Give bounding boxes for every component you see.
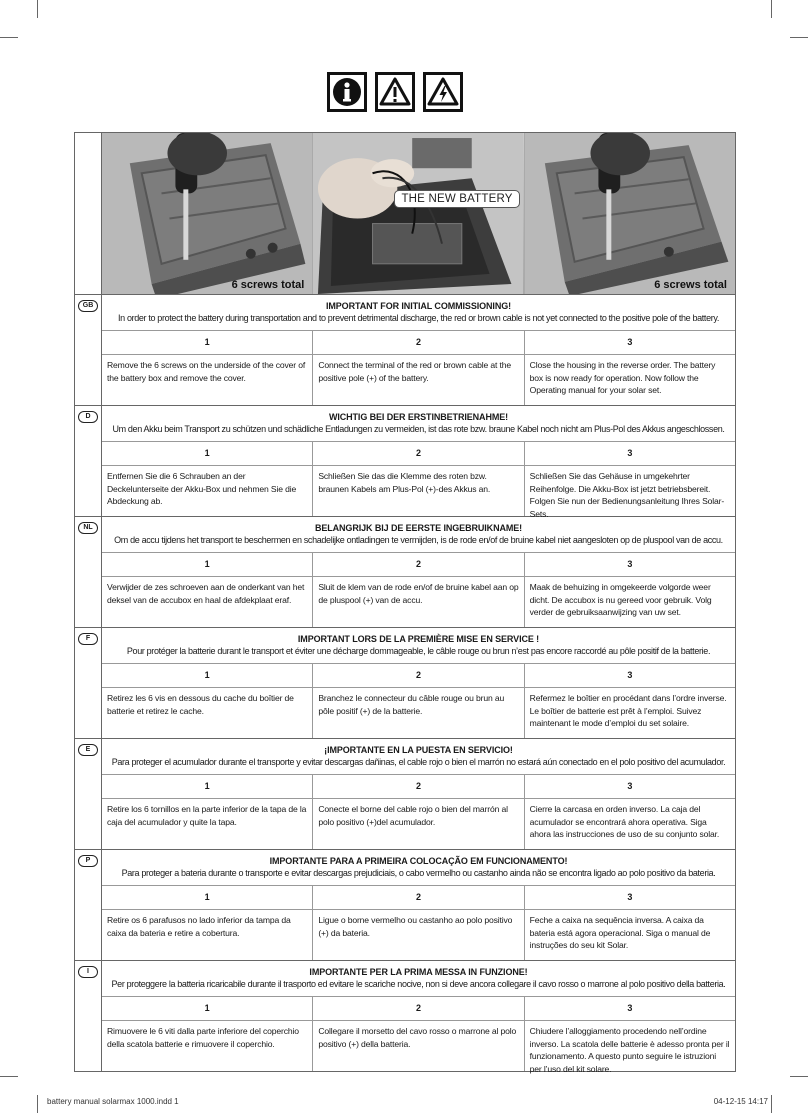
language-badge: D <box>78 411 98 423</box>
section-intro <box>102 739 735 775</box>
section-intro <box>102 628 735 664</box>
step-numbers <box>102 553 735 577</box>
section-title: ¡IMPORTANTE EN LA PUESTA EN SERVICIO! <box>324 745 513 755</box>
crop-mark <box>771 1095 772 1113</box>
step-text: Sluit de klem van de rode en/of de bruine kabel aan op de pluspool (+) van de accu. <box>313 577 524 627</box>
section-title: IMPORTANT FOR INITIAL COMMISSIONING! <box>325 301 512 311</box>
step-number: 2 <box>313 442 524 465</box>
step-text: Schließen Sie das Gehäuse in umgekehrter Reihenfolge. Die Akku-Box ist jetzt betriebsbereit. Folgen Sie nun der Bedienungsanleitung Ihres Solar-Sets. <box>529 471 725 519</box>
step-text: Rimuovere le 6 viti dalla parte inferiore del coperchio della scatola batterie e rimuovere il coperchio. <box>102 1021 313 1071</box>
step-number: 3 <box>627 670 633 680</box>
step-number: 1 <box>102 553 313 576</box>
step-number: 1 <box>102 664 313 687</box>
section-nl <box>75 517 735 628</box>
crop-mark <box>790 1076 808 1077</box>
section-p <box>75 850 735 961</box>
section-gb <box>75 295 735 406</box>
step-number: 3 <box>627 781 633 791</box>
photo-caption: 6 screws total <box>231 279 305 291</box>
step-numbers <box>102 442 735 466</box>
step-text: Branchez le connecteur du câble rouge ou brun au pôle positif (+) de la batterie. <box>313 688 524 738</box>
crop-mark <box>37 1095 38 1113</box>
step-text: Connect the terminal of the red or brown cable at the positive pole (+) of the battery. <box>313 355 524 405</box>
step-texts <box>102 799 735 849</box>
step-numbers <box>102 664 735 688</box>
section-intro-text: Para proteger a bateria durante o transporte e evitar descargas prejudiciais, o cabo vermelho ou castanho ainda não se encontra ligado ao polo positivo da bateria. <box>121 868 716 878</box>
step-number: 3 <box>627 559 633 569</box>
step-texts <box>102 688 735 738</box>
step-number: 2 <box>313 553 524 576</box>
section-title: IMPORTANTE PER LA PRIMA MESSA IN FUNZIONE! <box>309 967 528 977</box>
step-number: 2 <box>313 664 524 687</box>
section-i <box>75 961 735 1074</box>
electric-hazard-icon <box>423 72 463 112</box>
step-number: 3 <box>627 1003 633 1013</box>
language-badge: E <box>78 744 98 756</box>
step-text: Close the housing in the reverse order. The battery box is now ready for operation. Now follow the Operating manual for your solar set. <box>529 360 716 395</box>
section-intro <box>102 961 735 997</box>
step-number: 3 <box>627 448 633 458</box>
step-text: Remove the 6 screws on the underside of the cover of the battery box and remove the cover. <box>102 355 313 405</box>
step-text: Maak de behuizing in omgekeerde volgorde weer dicht. De accubox is nu gereed voor gebruik. Volg verder de gebruiksaanwijzing van uw set. <box>529 582 712 617</box>
step-number: 2 <box>313 775 524 798</box>
step-number: 3 <box>627 892 633 902</box>
photo-caption: 6 screws total <box>654 279 727 291</box>
section-intro <box>102 406 735 442</box>
step-text: Ligue o borne vermelho ou castanho ao polo positivo (+) da bateria. <box>313 910 524 960</box>
section-d <box>75 406 735 517</box>
step-number: 3 <box>627 337 633 347</box>
warning-icon <box>375 72 415 112</box>
footer-file-name: battery manual solarmax 1000.indd 1 <box>47 1097 179 1106</box>
step-number: 1 <box>102 775 313 798</box>
step-text: Feche a caixa na sequência inversa. A caixa da bateria está agora operacional. Siga o manual de instruções do seu kit Solar. <box>529 915 711 950</box>
language-badge: GB <box>78 300 98 312</box>
footer-timestamp: 04-12-15 14:17 <box>713 1097 768 1106</box>
step-text: Conecte el borne del cable rojo o bien del marrón al polo positivo (+)del acumulador. <box>313 799 524 849</box>
section-intro-text: Um den Akku beim Transport zu schützen und schädliche Entladungen zu vermeiden, ist das rote bzw. braune Kabel noch nicht am Plus-Pol des Akkus angeschlossen. <box>112 424 725 434</box>
step-text: Collegare il morsetto del cavo rosso o marrone al polo positivo (+) della batteria. <box>313 1021 524 1071</box>
step-text: Refermez le boîtier en procédant dans l’ordre inverse. Le boîtier de batterie est prêt à l’emploi. Suivez maintenant le mode d’emploi du set solaire. <box>529 693 727 728</box>
step-text: Entfernen Sie die 6 Schrauben an der Deckelunterseite der Akku-Box und nehmen Sie die Abdeckung ab. <box>102 466 313 516</box>
language-badge: F <box>78 633 98 645</box>
info-icon <box>327 72 367 112</box>
step-numbers <box>102 331 735 355</box>
language-badge: P <box>78 855 98 867</box>
crop-mark <box>771 0 772 18</box>
photo-close-housing <box>525 133 735 294</box>
step-number: 2 <box>313 997 524 1020</box>
section-title: WICHTIG BEI DER ERSTINBETRIENAHME! <box>328 412 509 422</box>
section-title: BELANGRIJK BIJ DE EERSTE INGEBRUIKNAME! <box>314 523 523 533</box>
step-texts <box>102 355 735 405</box>
step-numbers <box>102 997 735 1021</box>
step-text: Schließen Sie das die Klemme des roten bzw. braunen Kabels am Plus-Pol (+)-des Akkus an. <box>313 466 524 516</box>
section-intro <box>102 295 735 331</box>
step-number: 1 <box>102 442 313 465</box>
step-number: 1 <box>102 886 313 909</box>
step-text: Chiudere l’alloggiamento procedendo nell’ordine inverso. La scatola delle batterie è adesso pronta per il funzionamento. A questo punto seguire le istruzioni per l’uso del kit solare. <box>529 1026 730 1074</box>
language-sections <box>75 295 735 1074</box>
step-texts <box>102 910 735 960</box>
photo-label-new-battery: THE NEW BATTERY <box>394 190 519 208</box>
crop-mark <box>790 37 808 38</box>
step-texts <box>102 1021 735 1074</box>
section-f <box>75 628 735 739</box>
section-intro <box>102 517 735 553</box>
step-texts <box>102 577 735 627</box>
section-title: IMPORTANTE PARA A PRIMEIRA COLOCAÇÃO EM FUNCIONAMENTO! <box>269 856 568 866</box>
step-text: Retire os 6 parafusos no lado inferior da tampa da caixa da bateria e retire a cobertura. <box>102 910 313 960</box>
step-text: Verwijder de zes schroeven aan de onderkant van het deksel van de accubox en haal de afdekplaat eraf. <box>102 577 313 627</box>
photo-row <box>75 133 735 295</box>
step-number: 1 <box>102 997 313 1020</box>
step-number: 1 <box>102 331 313 354</box>
step-number: 2 <box>313 331 524 354</box>
step-numbers <box>102 886 735 910</box>
step-number: 2 <box>313 886 524 909</box>
section-intro-text: Para proteger el acumulador durante el transporte y evitar descargas dañinas, el cable rojo o bien el marrón no estará aún conectado en el polo positivo del acumulador. <box>111 757 726 767</box>
step-text: Retire los 6 tornillos en la parte inferior de la tapa de la caja del acumulador y quite la tapa. <box>102 799 313 849</box>
crop-mark <box>37 0 38 18</box>
instruction-sheet <box>74 132 736 1072</box>
section-title: IMPORTANT LORS DE LA PREMIÈRE MISE EN SERVICE ! <box>297 634 540 644</box>
section-intro <box>102 850 735 886</box>
step-text: Cierre la carcasa en orden inverso. La caja del acumulador se encontrará ahora operativa. Siga ahora las instrucciones de uso de su conjunto solar. <box>529 804 720 839</box>
section-intro-text: Per proteggere la batteria ricaricabile durante il trasporto ed evitare le scariche nocive, non si deve ancora collegare il cavo rosso o marrone al polo positivo della batteria. <box>111 979 726 989</box>
crop-mark <box>0 1076 18 1077</box>
safety-icons <box>327 72 463 112</box>
section-intro-text: Pour protéger la batterie durant le transport et éviter une décharge dommageable, le câble rouge ou brun n’est pas encore raccordé au pôle positif de la batterie. <box>126 646 711 656</box>
section-e <box>75 739 735 850</box>
photo-remove-screws <box>102 133 313 294</box>
language-badge: I <box>78 966 98 978</box>
photo-new-battery <box>313 133 524 294</box>
step-text: Retirez les 6 vis en dessous du cache du boîtier de batterie et retirez le cache. <box>102 688 313 738</box>
language-badge: NL <box>78 522 98 534</box>
section-intro-text: In order to protect the battery during transportation and to prevent detrimental discharge, the red or brown cable is not yet connected to the positive pole of the battery. <box>117 313 720 323</box>
step-numbers <box>102 775 735 799</box>
crop-mark <box>0 37 18 38</box>
step-texts <box>102 466 735 519</box>
section-intro-text: Om de accu tijdens het transport te beschermen en schadelijke ontladingen te vermijden, is de rode en/of de bruine kabel niet aangesloten op de pluspool van de accu. <box>114 535 723 545</box>
